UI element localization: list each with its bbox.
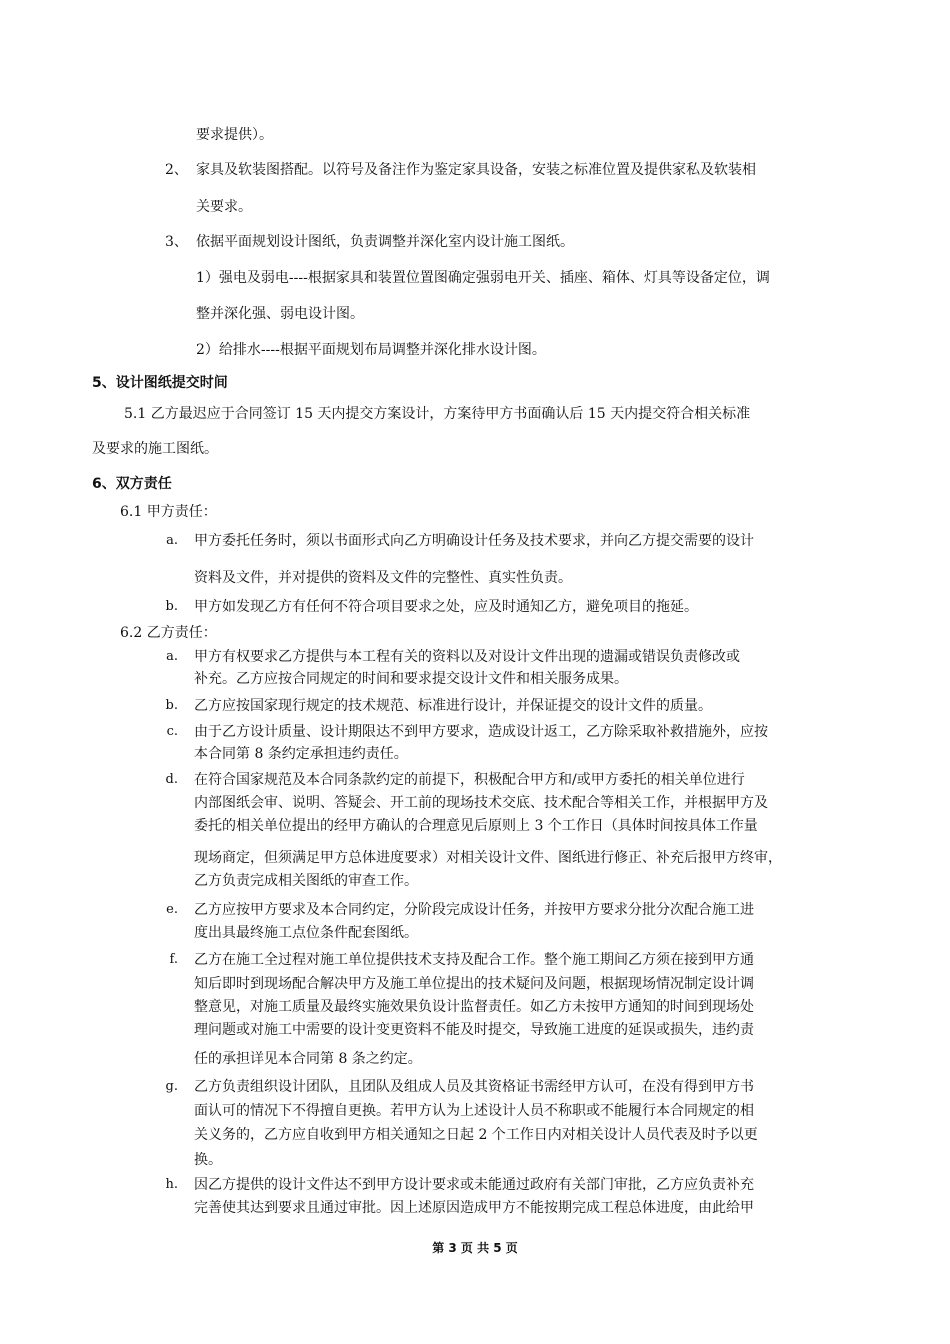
list-item-line: 度出具最终施工点位条件配套图纸。 [194,925,418,941]
list-item-line: 任的承担详见本合同第 8 条之约定。 [194,1051,422,1067]
list-marker: b. [165,599,178,614]
list-item-line: 由于乙方设计质量、设计期限达不到甲方要求，造成设计返工，乙方除采取补救措施外，应按 [194,724,768,740]
list-item-line: 乙方负责组织设计团队，且团队及组成人员及其资格证书需经甲方认可，在没有得到甲方书 [194,1079,754,1095]
list-item-line: 面认可的情况下不得擅自更换。若甲方认为上述设计人员不称职或不能履行本合同规定的相 [194,1103,754,1119]
list-item-line: 委托的相关单位提出的经甲方确认的合理意见后原则上 3 个工作日（具体时间按具体工作量 [194,818,758,834]
list-item-line: 整意见，对施工质量及最终实施效果负设计监督责任。如乙方未按甲方通知的时间到现场处 [194,999,754,1015]
list-marker: a. [166,649,178,664]
list-item-line: 甲方如发现乙方有任何不符合项目要求之处，应及时通知乙方，避免项目的拖延。 [194,599,698,615]
paragraph-line: 整并深化强、弱电设计图。 [196,306,364,322]
list-item-line: 资料及文件，并对提供的资料及文件的完整性、真实性负责。 [194,570,572,586]
paragraph-line: 及要求的施工图纸。 [92,441,218,457]
list-item-line: 乙方应按国家现行规定的技术规范、标准进行设计，并保证提交的设计文件的质量。 [194,698,712,714]
subsection-heading: 6.1 甲方责任： [120,504,217,520]
list-marker: h. [165,1177,178,1192]
list-item-line: 换。 [194,1152,222,1168]
list-marker: e. [166,902,178,917]
list-item-line: 甲方有权要求乙方提供与本工程有关的资料以及对设计文件出现的遗漏或错误负责修改或 [194,649,740,665]
list-item-line: 理问题或对施工中需要的设计变更资料不能及时提交，导致施工进度的延误或损失，违约责 [194,1022,754,1038]
list-item-line: 补充。乙方应按合同规定的时间和要求提交设计文件和相关服务成果。 [194,671,628,687]
list-item-line: 内部图纸会审、说明、答疑会、开工前的现场技术交底、技术配合等相关工作，并根据甲方及 [194,795,768,811]
list-item-line: 乙方负责完成相关图纸的审查工作。 [194,873,418,889]
list-item-line: 关义务的，乙方应自收到甲方相关通知之日起 2 个工作日内对相关设计人员代表及时予以更 [194,1127,758,1143]
section-heading: 5、设计图纸提交时间 [92,375,228,391]
paragraph-line: 1）强电及弱电----根据家具和装置位置图确定强弱电开关、插座、箱体、灯具等设备定位，调 [196,270,770,286]
list-marker: d. [165,772,178,787]
list-item-line: 乙方在施工全过程对施工单位提供技术支持及配合工作。整个施工期间乙方须在接到甲方通 [194,952,754,968]
list-item-line: 因乙方提供的设计文件达不到甲方设计要求或未能通过政府有关部门审批，乙方应负责补充 [194,1177,754,1193]
list-item-line: 知后即时到现场配合解决甲方及施工单位提出的技术疑问及问题，根据现场情况制定设计调 [194,976,754,992]
paragraph-line: 关要求。 [196,199,252,215]
list-marker: b. [165,698,178,713]
paragraph-line: 家具及软装图搭配。以符号及备注作为鉴定家具设备，安装之标准位置及提供家私及软装相 [196,162,756,178]
list-marker: a. [166,533,178,548]
list-marker: c. [166,724,178,739]
list-marker: f. [169,952,178,967]
list-number: 3、 [165,234,188,250]
paragraph-line: 2）给排水----根据平面规划布局调整并深化排水设计图。 [196,342,546,358]
subsection-heading: 6.2 乙方责任： [120,625,217,641]
list-item-line: 甲方委托任务时，须以书面形式向乙方明确设计任务及技术要求，并向乙方提交需要的设计 [194,533,754,549]
list-item-line: 本合同第 8 条约定承担违约责任。 [194,746,408,762]
list-item-line: 乙方应按甲方要求及本合同约定，分阶段完成设计任务，并按甲方要求分批分次配合施工进 [194,902,754,918]
paragraph-line: 要求提供）。 [196,127,273,143]
list-item-line: 在符合国家规范及本合同条款约定的前提下，积极配合甲方和/或甲方委托的相关单位进行 [194,772,745,788]
list-item-line: 完善使其达到要求且通过审批。因上述原因造成甲方不能按期完成工程总体进度，由此给甲 [194,1200,754,1216]
paragraph-line: 依据平面规划设计图纸，负责调整并深化室内设计施工图纸。 [196,234,574,250]
page-footer: 第 3 页 共 5 页 [432,1241,518,1255]
section-heading: 6、双方责任 [92,476,172,492]
list-item-line: 现场商定，但须满足甲方总体进度要求）对相关设计文件、图纸进行修正、补充后报甲方终审， [194,850,782,866]
list-marker: g. [165,1079,178,1094]
list-number: 2、 [165,162,188,178]
paragraph-line: 5.1 乙方最迟应于合同签订 15 天内提交方案设计，方案待甲方书面确认后 15 天内提交符合相关标准 [124,406,751,422]
